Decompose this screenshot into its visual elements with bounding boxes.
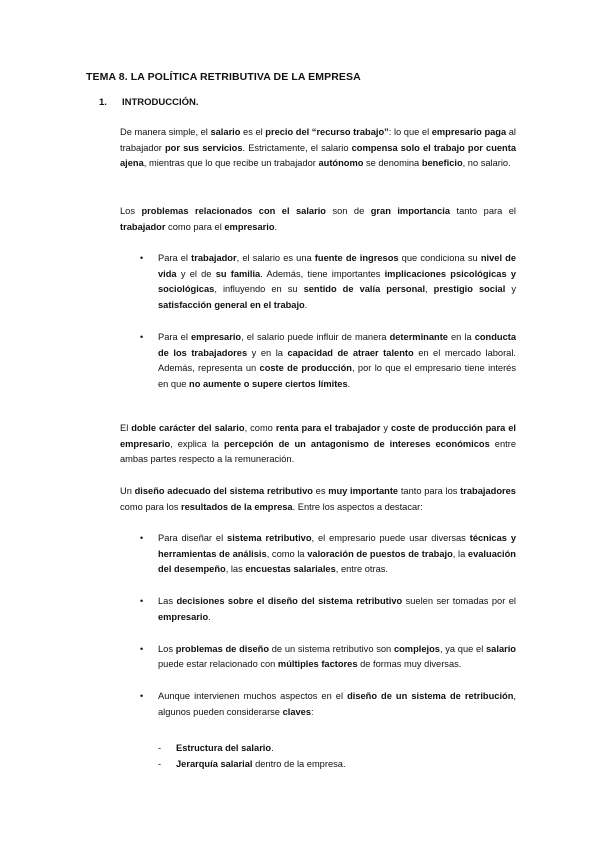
text-run: .	[304, 300, 308, 311]
text-run: , como la	[266, 548, 308, 559]
text-run: .	[347, 378, 351, 389]
text-run: es	[312, 486, 329, 496]
text-run: Para el	[158, 253, 192, 263]
bold-text: sistema retributivo	[227, 533, 312, 543]
list-item-text	[158, 691, 516, 717]
paragraph-design	[120, 484, 516, 515]
bold-text: múltiples factores	[277, 659, 358, 670]
text-run: , mientras que lo que recibe un trabajador	[143, 158, 319, 169]
list-item	[140, 689, 516, 720]
bold-text: doble carácter del salario	[131, 423, 245, 433]
text-run: Los	[158, 643, 176, 654]
section-label: INTRODUCCIÓN.	[122, 97, 199, 108]
text-run: , el empresario puede usar diversas	[311, 533, 470, 543]
text-run: , la	[452, 548, 468, 559]
text-run: Para el	[158, 331, 191, 342]
dash-list-item	[158, 741, 274, 756]
text-run: El	[120, 423, 132, 433]
dash-marker: -	[158, 759, 162, 769]
bold-text: coste de producción	[259, 363, 352, 374]
list-item	[140, 642, 516, 673]
paragraph-double-character	[120, 421, 516, 468]
bullet-marker: •	[140, 643, 144, 654]
document-title: TEMA 8. LA POLÍTICA RETRIBUTIVA DE LA EMPRESA	[86, 71, 361, 83]
bold-text: por sus servicios	[164, 142, 243, 153]
text-run: y	[380, 423, 391, 433]
bold-text: beneficio	[421, 158, 463, 169]
text-run: en la	[447, 331, 475, 342]
dash-item-text	[176, 759, 346, 769]
bold-text: empresario	[158, 611, 209, 622]
dash-list-item	[158, 757, 346, 772]
section-heading	[99, 97, 199, 108]
text-run: , algunos pueden considerarse	[158, 690, 517, 717]
text-run: :	[311, 706, 314, 717]
bold-text: decisiones sobre el diseño del sistema retributivo	[176, 596, 403, 607]
text-run: de un sistema retributivo son	[269, 643, 394, 654]
bold-text: complejos	[393, 643, 440, 654]
bold-text: trabajadores	[460, 486, 516, 496]
text-run: de formas muy diversas.	[357, 659, 462, 670]
bullet-marker: •	[140, 253, 144, 263]
bold-text: capacidad de atraer talento	[287, 347, 414, 358]
paragraph-problems	[120, 204, 516, 235]
text-run: es el	[240, 127, 266, 137]
bold-text: su familia	[215, 268, 261, 279]
bold-text: empresario paga	[431, 127, 507, 137]
bold-text: encuestas salariales	[245, 564, 336, 575]
text-run: que condiciona su	[398, 253, 481, 263]
text-run: como para el	[165, 221, 225, 232]
bold-text: prestigio social	[433, 284, 506, 295]
text-run: Un	[120, 486, 135, 496]
text-run: , el salario es una	[236, 253, 315, 263]
section-number: 1.	[99, 97, 107, 108]
bold-text: precio del “recurso trabajo”	[265, 127, 389, 137]
bold-text: claves	[282, 706, 312, 717]
list-item-text	[158, 533, 516, 574]
bold-text: nivel de vida	[158, 253, 517, 279]
bold-text: muy importante	[328, 486, 399, 496]
bold-text: determinante	[389, 331, 448, 342]
bold-text: salario	[486, 643, 516, 654]
text-run: Para diseñar el	[158, 533, 228, 543]
bullet-marker: •	[140, 331, 144, 342]
text-run: , influyendo en su	[214, 284, 304, 295]
bold-text: satisfacción general en el trabajo	[158, 300, 305, 311]
text-run: . Entre los aspectos a destacar:	[292, 501, 423, 512]
text-run: .	[208, 611, 211, 622]
bold-text: compensa solo el trabajo por cuenta ajena	[120, 142, 516, 169]
bold-text: autónomo	[318, 158, 364, 169]
bold-text: problemas relacionados con el salario	[141, 206, 326, 216]
bold-text: evaluación del desempeño	[158, 548, 516, 575]
bold-text: implicaciones psicológicas y sociológicas	[158, 268, 516, 295]
text-run: , explica la	[170, 438, 224, 449]
bold-text: coste de producción para el empresario	[120, 423, 516, 449]
text-run: y el de	[176, 268, 216, 279]
text-run: Aunque intervienen muchos aspectos en el	[158, 690, 348, 701]
text-run: son de	[325, 206, 371, 216]
text-run: entre ambas partes respecto a la remuneración.	[120, 438, 516, 465]
bold-text: fuente de ingresos	[314, 253, 399, 263]
bold-text: trabajador	[120, 221, 166, 232]
list-item-text	[158, 253, 516, 310]
bold-text: sentido de valía personal	[303, 284, 426, 295]
text-run: dentro de la empresa.	[252, 759, 346, 769]
bold-text: empresario	[224, 221, 275, 232]
text-run: , entre otras.	[335, 564, 388, 575]
text-run: , como	[244, 423, 276, 433]
bold-text: renta para el trabajador	[275, 423, 381, 433]
text-run: : lo que el	[388, 127, 432, 137]
bullet-list-a	[140, 251, 516, 393]
text-run: De manera simple, el	[120, 127, 211, 137]
text-run: .	[274, 221, 278, 232]
paragraph-intro	[120, 125, 516, 172]
text-run: Los	[120, 206, 142, 216]
dash-marker: -	[158, 743, 162, 753]
bold-text: técnicas y herramientas de análisis	[158, 533, 516, 559]
text-run: , ya que el	[439, 643, 487, 654]
bullet-marker: •	[140, 533, 144, 543]
text-run: ,	[425, 284, 434, 295]
text-run: se denomina	[363, 158, 422, 169]
text-run: . Estrictamente, el salario	[242, 142, 352, 153]
text-run: , no salario.	[462, 158, 511, 169]
bold-text: salario	[210, 127, 241, 137]
list-item-text	[158, 644, 516, 670]
text-run: .	[271, 743, 274, 753]
bold-text: gran importancia	[370, 206, 451, 216]
list-item	[140, 330, 516, 393]
bold-text: Estructura del salario	[176, 743, 272, 753]
bold-text: resultados de la empresa	[180, 501, 293, 512]
bold-text: empresario	[190, 331, 242, 342]
bold-text: valoración de puestos de trabajo	[307, 548, 453, 559]
text-run: , el salario puede influir de manera	[241, 331, 390, 342]
bold-text: Jerarquía salarial	[176, 759, 253, 769]
dash-item-text	[176, 743, 274, 753]
bold-text: diseño de un sistema de retribución	[347, 690, 514, 701]
bullet-list-b	[140, 531, 516, 720]
bold-text: conducta de los trabajadores	[158, 331, 517, 358]
bullet-marker: •	[140, 596, 144, 607]
text-run: como para los	[120, 501, 181, 512]
text-run: suelen ser tomadas por el	[402, 596, 516, 607]
text-run: . Además, tiene importantes	[260, 268, 385, 279]
bold-text: trabajador	[191, 253, 237, 263]
text-run: y	[505, 284, 516, 295]
bold-text: no aumente o supere ciertos límites	[189, 378, 348, 389]
text-run: , las	[225, 564, 246, 575]
list-item	[140, 251, 516, 314]
bullet-marker: •	[140, 690, 144, 701]
text-run: Las	[158, 596, 177, 607]
text-run: , por lo que el empresario tiene interés en que	[158, 363, 516, 389]
text-run: puede estar relacionado con	[158, 659, 278, 670]
bold-text: percepción de un antagonismo de intereses económicos	[224, 438, 490, 449]
text-run: tanto para el	[450, 206, 516, 216]
bold-text: diseño adecuado del sistema retributivo	[134, 486, 313, 496]
text-run: en el mercado laboral. Además, representa un	[158, 347, 516, 374]
list-item-text	[158, 332, 516, 389]
bold-text: problemas de diseño	[175, 643, 270, 654]
list-item	[140, 594, 516, 625]
text-run: tanto para los	[398, 486, 461, 496]
list-item-text	[158, 596, 516, 622]
text-run: y en la	[247, 347, 288, 358]
list-item	[140, 531, 516, 578]
text-run: al trabajador	[120, 127, 516, 153]
